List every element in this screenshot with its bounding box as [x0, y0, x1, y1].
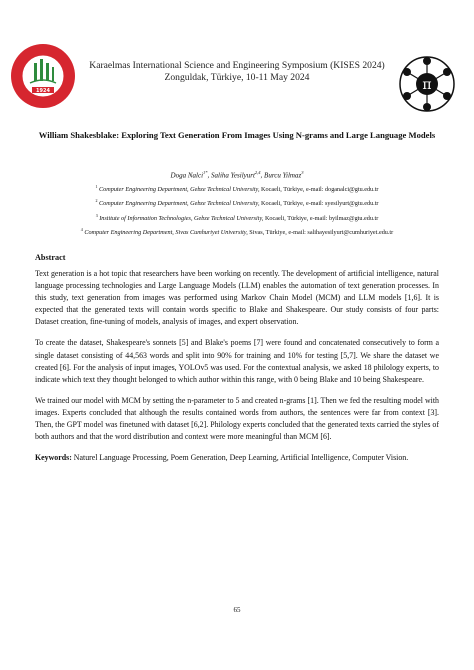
pi-network-icon	[398, 55, 456, 113]
affiliation: $^3$ Institute of Information Technologies, Gebze Technical University, Kocaeli, Türkiye, e-mail: byilmaz@gtu.edu.tr	[95, 212, 379, 222]
affiliation: $^1$ Computer Engineering Department, Gebze Technical University, Kocaeli, Türkiye, e-mail: doganalci@gtu.edu.tr	[95, 184, 379, 194]
abstract-body	[35, 268, 439, 473]
author-sup: 3	[301, 170, 304, 175]
conference-location: Zonguldak, Türkiye, 10-11 May 2024	[164, 72, 310, 83]
keywords-label: Keywords:	[35, 453, 72, 463]
abstract-paragraph: We trained our model with MCM by setting the n-parameter to 5 and created n-grams [1]. Then we fed the resulting model with images. Experts concluded that although the results contained words from authors, the sentences were far from context [3]. Then, the GPT model was finetuned with dataset [6,2]. Philology experts concluded that the generated texts carried the styles of both authors and that the word distribution and context were more meaningful than MCM [6].	[35, 395, 439, 442]
abstract-paragraph: Text generation is a hot topic that researchers have been working on recently. The development of artificial intelligence, natural language processing technologies and Large Language Models (LLM) enables the automation of text generation processes. In this study, text generation from images was performed using Markov Chain Model (MCM) and LLM models [1,6]. It is expected that the generated texts will contain words specific to Blake and Shakespeare. Our study consists of four parts: Dataset creation, fine-tuning of models, analysis of images, and expert observation.	[35, 269, 439, 327]
author-name: Burcu Yilmaz	[264, 171, 302, 180]
author-name: Doga Nalci	[170, 171, 204, 180]
svg-text:π: π	[422, 77, 432, 93]
conference-name: Karaelmas International Science and Engineering Symposium (KISES 2024)	[89, 60, 385, 71]
author-name: Saliha Yesilyurt	[211, 171, 255, 180]
conference-header	[80, 60, 394, 84]
seal-year: 1924	[36, 88, 50, 94]
keywords-text: Naturel Language Processing, Poem Generation, Deep Learning, Artificial Intelligence, Computer Vision.	[71, 453, 409, 463]
author-list: Doga Nalci$^{1*}$, Saliha Yesilyurt$^{2,4}$, Burcu Yilmaz$^3$	[170, 170, 304, 180]
affiliation-list	[0, 181, 474, 238]
keywords	[35, 452, 439, 464]
university-seal-icon	[10, 43, 76, 109]
abstract-heading: Abstract	[35, 253, 66, 262]
paper-title: William Shakesblake: Exploring Text Generation From Images Using N-grams and Large Language Models	[38, 130, 436, 140]
page-number: 65	[233, 606, 241, 614]
author-sup: 2,4	[254, 170, 261, 175]
abstract-paragraph: To create the dataset, Shakespeare's sonnets [5] and Blake's poems [7] were found and concatenated consecutively to form a single dataset consisting of 44,563 words and split into 90% for training and 10% for testing [5,7]. We share the dataset we created [6]. For the analysis of input images, YOLOv5 was used. For the contextual analysis, we asked 18 philology experts, to indicate which text they thought belonged to which author within this range, with 0 being Blake and 10 being Shakespeare.	[35, 338, 439, 384]
affiliation: $^2$ Computer Engineering Department, Gebze Technical University, Kocaeli, Türkiye, e-mail: syesilyurt@gtu.edu.tr	[95, 198, 379, 208]
author-sup: 1*	[203, 170, 208, 175]
affiliation: $^4$ Computer Engineering Department, Sivas Cumhuriyet University, Sivas, Türkiye, e-mail: salihayesilyurt@cumhuriyet.edu.tr	[80, 226, 394, 236]
